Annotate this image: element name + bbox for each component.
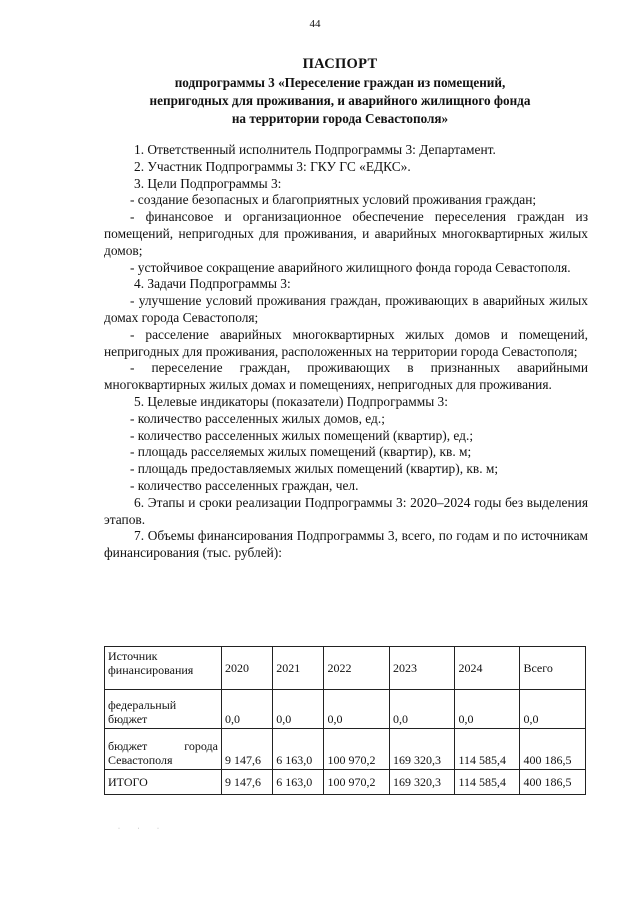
table-cell: 114 585,4 <box>455 770 520 795</box>
header-cell-2021: 2021 <box>273 647 324 690</box>
item-participant: 2. Участник Подпрограммы 3: ГКУ ГС «ЕДКС». <box>134 158 411 174</box>
table-cell: 0,0 <box>389 690 455 729</box>
passport-title: ПАСПОРТ <box>302 56 378 72</box>
indicator-bullet-2: - количество расселенных жилых помещений (квартир), ед.; <box>130 427 474 443</box>
task-bullet-2: - расселение аварийных многоквартирных жилых домов и помещений, непригодных для проживания, расположенных на территории города Севастополя; <box>104 326 588 359</box>
header-cell-source: Источник финансирования <box>105 647 222 690</box>
table-cell: 400 186,5 <box>520 729 586 770</box>
table-cell: 0,0 <box>520 690 586 729</box>
item-goals-heading: 3. Цели Подпрограммы 3: <box>134 175 282 191</box>
table-cell: 400 186,5 <box>520 770 586 795</box>
table-cell: 6 163,0 <box>273 770 324 795</box>
item-indicators-heading: 5. Целевые индикаторы (показатели) Подпрограммы 3: <box>134 393 448 409</box>
indicator-bullet-1: - количество расселенных жилых домов, ед.; <box>130 410 385 426</box>
task-bullet-1: - улучшение условий проживания граждан, проживающих в аварийных жилых домах города Севастополя; <box>104 293 588 325</box>
table-row-total <box>105 770 586 795</box>
item-responsible-executor: 1. Ответственный исполнитель Подпрограммы 3: Департамент. <box>134 142 496 157</box>
funding-table-wrapper <box>104 646 586 795</box>
document-body <box>104 142 588 562</box>
item-tasks-heading: 4. Задачи Подпрограммы 3: <box>134 276 291 292</box>
sevastopol-word: Севастополя <box>108 753 173 767</box>
table-header-row <box>105 647 586 690</box>
table-cell: 100 970,2 <box>324 729 390 770</box>
subtitle-line-3: на территории города Севастополя» <box>231 111 449 126</box>
header-cell-2022: 2022 <box>324 647 390 690</box>
table-cell: 100 970,2 <box>324 770 390 795</box>
scan-specks-decoration: · · · <box>118 826 167 832</box>
header-cell-2020: 2020 <box>222 647 273 690</box>
table-cell: 6 163,0 <box>273 729 324 770</box>
page-number: 44 <box>309 18 321 30</box>
item-funding-volumes: 7. Объемы финансирования Подпрограммы 3, всего, по годам и по источникам финансирования (тыс. рублей): <box>104 528 588 561</box>
indicator-bullet-4: - площадь предоставляемых жилых помещений (квартир), кв. м; <box>130 461 499 477</box>
table-cell: 169 320,3 <box>389 770 455 795</box>
goal-bullet-3: - устойчивое сокращение аварийного жилищного фонда города Севастополя. <box>130 259 571 275</box>
header-cell-total: Всего <box>520 647 586 690</box>
table-cell: 0,0 <box>324 690 390 729</box>
subtitle-line-2: непригодных для проживания, и аварийного жилищного фонда <box>149 93 531 108</box>
goal-bullet-1: - создание безопасных и благоприятных условий проживания граждан; <box>130 192 537 208</box>
city-budget-label-line <box>108 739 218 753</box>
funding-table <box>104 646 586 795</box>
subtitle-line-1: подпрограммы 3 «Переселение граждан из помещений, <box>174 75 506 90</box>
table-cell: 0,0 <box>273 690 324 729</box>
city-budget-word: бюджет <box>108 739 148 753</box>
table-cell: 9 147,6 <box>222 770 273 795</box>
city-word: города <box>184 739 218 753</box>
table-cell: 0,0 <box>455 690 520 729</box>
table-cell: 169 320,3 <box>389 729 455 770</box>
table-cell: 9 147,6 <box>222 729 273 770</box>
indicator-bullet-5: - количество расселенных граждан, чел. <box>130 477 359 493</box>
row-label-federal-budget: федеральный бюджет <box>105 690 222 729</box>
header-cell-2023: 2023 <box>389 647 455 690</box>
table-row <box>105 729 586 770</box>
indicator-bullet-3: - площадь расселяемых жилых помещений (квартир), кв. м; <box>130 444 472 460</box>
row-label-total: ИТОГО <box>105 770 222 795</box>
table-cell: 114 585,4 <box>455 729 520 770</box>
table-row <box>105 690 586 729</box>
header-cell-2024: 2024 <box>455 647 520 690</box>
goal-bullet-2: - финансовое и организационное обеспечение переселения граждан из помещений, непригодных для проживания, и аварийных многоквартирных жилых домов; <box>104 209 588 258</box>
table-cell: 0,0 <box>222 690 273 729</box>
item-stages-and-terms: 6. Этапы и сроки реализации Подпрограммы 3: 2020–2024 годы без выделения этапов. <box>104 494 588 527</box>
task-bullet-3: - переселение граждан, проживающих в признанных аварийными многоквартирных жилых домах и помещениях, непригодных для проживания. <box>104 360 588 393</box>
document-heading <box>60 54 620 128</box>
row-label-city-budget <box>105 729 222 770</box>
